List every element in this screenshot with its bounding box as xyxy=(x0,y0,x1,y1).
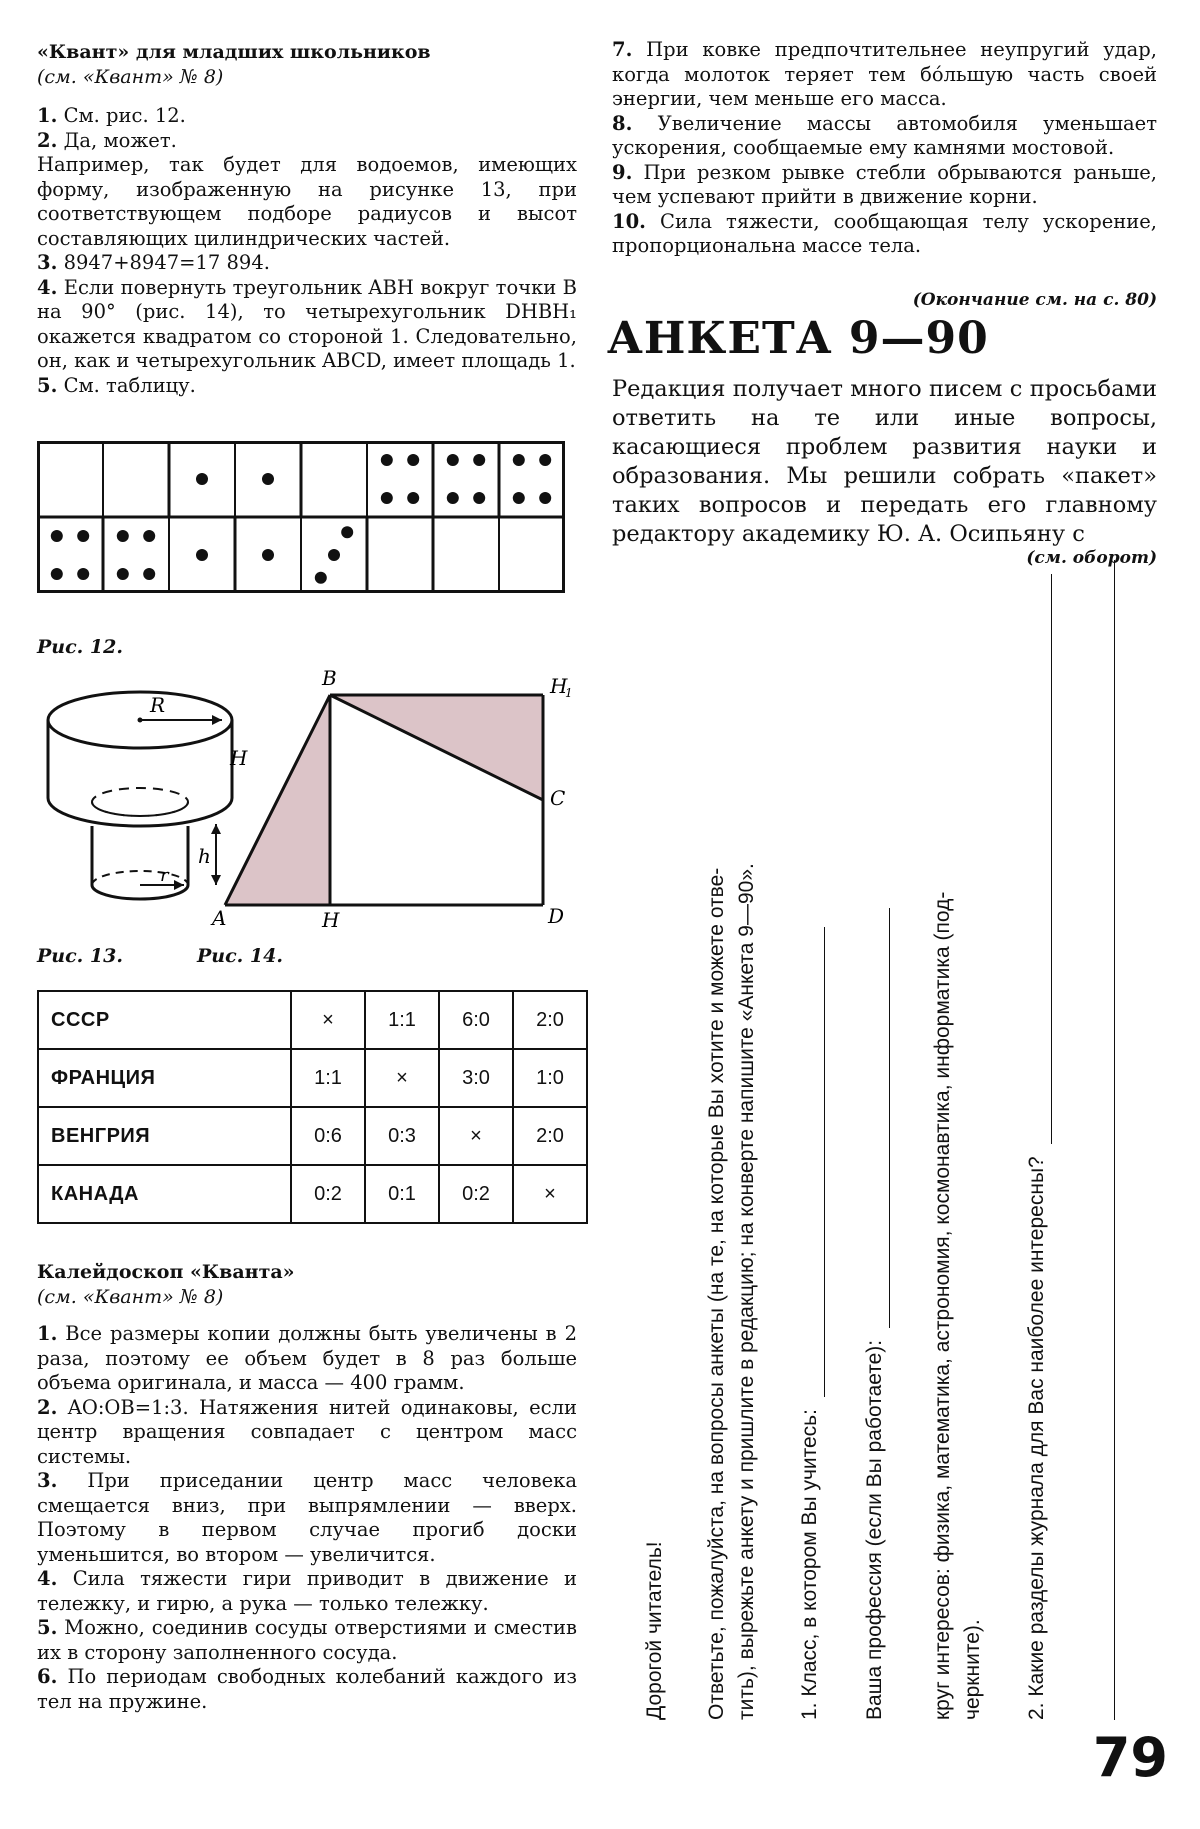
kaleido-section xyxy=(37,1260,577,1714)
score-cell: 0:6 xyxy=(291,1107,365,1165)
form-q2-answer-line-2[interactable] xyxy=(1085,560,1115,1720)
kvant_section-item xyxy=(37,104,577,129)
domino-pip xyxy=(143,568,155,580)
table-row xyxy=(38,1049,587,1107)
form-q1-answer-line[interactable] xyxy=(824,927,825,1397)
see-reverse-note: (см. оборот) xyxy=(1026,548,1157,568)
score-cell: 6:0 xyxy=(439,991,513,1049)
fig13-label-H: H xyxy=(230,746,248,770)
right-item-number: 10. xyxy=(612,209,646,233)
score-cell: 0:1 xyxy=(365,1165,439,1223)
kvant_section-item xyxy=(37,374,577,399)
anketa-title: АНКЕТА 9—90 xyxy=(607,313,989,364)
kaleido_section-item-text: AO:OB=1:3. Натяжения нитей одинаковы, если центр вращения совпадает с центром масс системы. xyxy=(37,1395,577,1468)
kaleido_section-item xyxy=(37,1567,577,1616)
kaleido_section-item-text: При приседании центр масс человека смещается вниз, при выпрямлении — вверх. Поэтому в первом случае прогиб доски уменьшится, во втором — увеличится. xyxy=(37,1469,578,1566)
kvant_section-item xyxy=(37,276,577,374)
kaleido_section-item xyxy=(37,1322,577,1396)
fig13-label-h: h xyxy=(198,844,211,868)
fig13-label-r: r xyxy=(160,865,169,886)
kaleido-ref: (см. «Квант» № 8) xyxy=(37,1286,224,1308)
score-cell: 1:1 xyxy=(365,991,439,1049)
domino-pip xyxy=(447,492,459,504)
kaleido_section-item-text: Все размеры копии должны быть увеличены в 2 раза, поэтому ее объем будет в 8 раз больше объема оригинала, и масса — 400 грамм. xyxy=(37,1322,577,1394)
domino-pip xyxy=(262,549,274,561)
domino-pip xyxy=(539,454,551,466)
score-cell: × xyxy=(513,1165,587,1223)
domino-pip xyxy=(447,454,459,466)
team-name: ФРАНЦИЯ xyxy=(38,1049,291,1107)
fig12-caption: Рис. 12. xyxy=(37,636,123,658)
form-q1-class xyxy=(795,927,825,1720)
anketa-intro: Редакция получает много писем с просьбами ответить на те или иные вопросы, касающиеся проблем развития науки и образования. Мы решили собрать «пакет» таких вопросов и передать его главному редактору академику Ю. А. Осипьяну с xyxy=(612,376,1157,547)
form-q1-label: 1. Класс, в котором Вы учитесь: xyxy=(798,1409,821,1720)
form-interests-line2: черкните). xyxy=(961,1619,984,1720)
domino-pip xyxy=(407,492,419,504)
right-item xyxy=(612,210,1157,259)
kaleido_section-item xyxy=(37,1665,577,1714)
fig14-label-C: C xyxy=(550,786,566,810)
domino-pip xyxy=(196,473,208,485)
kvant_section-item-number: 3. xyxy=(37,251,58,274)
domino-pip xyxy=(117,530,129,542)
domino-pip xyxy=(315,572,327,584)
kvant-ref: (см. «Квант» № 8) xyxy=(37,66,224,88)
kaleido_section-item-number: 4. xyxy=(37,1567,58,1590)
kvant_section-item-text: 8947+8947=17 894. xyxy=(63,251,270,274)
right-item-text: Сила тяжести, сообщающая телу ускорение, пропорциональна массе тела. xyxy=(612,209,1157,257)
kaleido_section-item xyxy=(37,1396,577,1470)
fig14-label-D: D xyxy=(548,904,565,928)
kvant-answers xyxy=(37,104,577,398)
form-profession-answer-line[interactable] xyxy=(889,908,890,1328)
kaleido_section-item xyxy=(37,1469,577,1567)
kaleido_section-item-text: По периодам свободных колебаний каждого из тел на пружине. xyxy=(37,1665,578,1713)
domino-pip xyxy=(77,568,89,580)
table-row xyxy=(38,991,587,1049)
fig14-label-H1-sub: 1 xyxy=(565,686,573,700)
kvant_section-item-text: См. таблицу. xyxy=(63,373,196,397)
kvant-title: «Квант» для младших школьников xyxy=(37,41,431,63)
right-item-number: 7. xyxy=(612,38,633,61)
kvant_section-item-text: Если повернуть треугольник ABH вокруг точки B на 90° (рис. 14), то четырехугольник DHBH₁ окажется квадратом со стороной 1. Следовательно, он, как и четырехугольник ABCD, имеет площадь 1. xyxy=(37,275,577,372)
domino-pip xyxy=(341,526,353,538)
kaleido-answers-continued xyxy=(612,38,1157,259)
fig14-label-A: A xyxy=(212,906,227,930)
domino-pip xyxy=(117,568,129,580)
score-cell: × xyxy=(439,1107,513,1165)
fig14-caption: Рис. 14. xyxy=(197,945,283,967)
kaleido_section-item-number: 3. xyxy=(37,1469,58,1492)
form-profession-label: Ваша профессия (если Вы работаете): xyxy=(863,1339,886,1720)
domino-pip xyxy=(77,530,89,542)
kvant-section xyxy=(37,40,577,398)
kaleido-answers xyxy=(37,1322,577,1714)
kaleido_section-item-number: 2. xyxy=(37,1395,58,1419)
domino-pip xyxy=(407,454,419,466)
kaleido_section-item-text: Можно, соединив сосуды отверстиями и сместив их в сторону заполненного сосуда. xyxy=(37,1616,578,1664)
kaleido_section-item-number: 6. xyxy=(37,1665,58,1688)
kvant_section-item xyxy=(37,129,577,154)
right-item-number: 8. xyxy=(612,111,633,135)
domino-pip xyxy=(143,530,155,542)
page-number: 79 xyxy=(1092,1726,1168,1789)
domino-pip xyxy=(328,549,340,561)
fig14-label-H: H xyxy=(322,908,340,930)
domino-pip xyxy=(473,492,485,504)
form-q-profession xyxy=(860,908,890,1720)
right-item xyxy=(612,38,1157,112)
kvant_section-item-number: 1. xyxy=(37,104,58,127)
fig14-label-H1: H xyxy=(550,674,568,698)
score-cell: × xyxy=(291,991,365,1049)
fig14-label-B: B xyxy=(322,666,337,690)
team-name: КАНАДА xyxy=(38,1165,291,1223)
domino-figure xyxy=(37,441,565,593)
kvant_section-item-number: 2. xyxy=(37,128,58,152)
form-q2-answer-line[interactable] xyxy=(1051,574,1052,1144)
results-table xyxy=(37,990,588,1224)
kaleido_section-item-text: Сила тяжести гири приводит в движение и тележку, и гирю, а рука — только тележку. xyxy=(37,1567,578,1615)
kvant_section-item-text: См. рис. 12. xyxy=(63,104,186,127)
domino-pip xyxy=(473,454,485,466)
table-row xyxy=(38,1107,587,1165)
square-figure xyxy=(200,665,575,930)
continued-note: (Окончание см. на с. 80) xyxy=(912,290,1157,310)
form-instructions-line1: Ответьте, пожалуйста, на вопросы анкеты (на те, на которые Вы хотите и можете отве- xyxy=(705,867,728,1720)
table-row xyxy=(38,1165,587,1223)
domino-pip xyxy=(262,473,274,485)
kvant_section-item-text: Да, может. xyxy=(63,128,177,152)
score-cell: × xyxy=(365,1049,439,1107)
score-cell: 0:3 xyxy=(365,1107,439,1165)
form-greeting: Дорогой читатель! xyxy=(643,1541,666,1720)
kaleido_section-item xyxy=(37,1616,577,1665)
domino-pip xyxy=(381,492,393,504)
domino-pip xyxy=(51,568,63,580)
team-name: СССР xyxy=(38,991,291,1049)
kvant_section-item-number: 5. xyxy=(37,373,58,397)
fig13-caption: Рис. 13. xyxy=(37,945,123,967)
form-instructions-line2: тить), вырежьте анкету и пришлите в редакцию; на конверте напишите «Анкета 9—90». xyxy=(735,863,758,1720)
score-cell: 1:0 xyxy=(513,1049,587,1107)
score-cell: 0:2 xyxy=(291,1165,365,1223)
kvant_section-item-number: 4. xyxy=(37,275,58,299)
score-cell: 0:2 xyxy=(439,1165,513,1223)
domino-pip xyxy=(539,492,551,504)
domino-pip xyxy=(51,530,63,542)
kvant_section-item xyxy=(37,251,577,276)
score-cell: 1:1 xyxy=(291,1049,365,1107)
right-item xyxy=(612,161,1157,210)
right-item-text: Увеличение массы автомобиля уменьшает ускорения, сообщаемые ему камнями мостовой. xyxy=(612,111,1157,159)
kaleido_section-item-number: 5. xyxy=(37,1616,58,1639)
kaleido_section-item-number: 1. xyxy=(37,1322,58,1345)
team-name: ВЕНГРИЯ xyxy=(38,1107,291,1165)
fig13-label-R: R xyxy=(150,693,166,717)
form-q2-sections xyxy=(1022,574,1052,1720)
form-q2-label: 2. Какие разделы журнала для Вас наиболее интересны? xyxy=(1025,1156,1048,1720)
score-cell: 2:0 xyxy=(513,1107,587,1165)
form-interests-line1[interactable]: круг интересов: физика, математика, астрономия, космонавтика, информатика (под- xyxy=(931,891,954,1720)
right-item-text: При ковке предпочтительнее неупругий удар, когда молоток теряет тем бо́льшую часть своей энергии, чем меньше его масса. xyxy=(612,38,1157,110)
domino-pip xyxy=(381,454,393,466)
right-item xyxy=(612,112,1157,161)
domino-pip xyxy=(513,454,525,466)
kvant_section-item xyxy=(37,153,577,251)
score-cell: 3:0 xyxy=(439,1049,513,1107)
kaleido-title: Калейдоскоп «Кванта» xyxy=(37,1261,295,1283)
domino-pip xyxy=(196,549,208,561)
kvant_section-item-text: Например, так будет для водоемов, имеющих форму, изображенную на рисунке 13, при соответствующем подборе радиусов и высот составляющих цилиндрических частей. xyxy=(37,153,577,250)
right-item-number: 9. xyxy=(612,160,633,184)
domino-pip xyxy=(513,492,525,504)
score-cell: 2:0 xyxy=(513,991,587,1049)
right-item-text: При резком рывке стебли обрываются раньше, чем успевают прийти в движение корни. xyxy=(612,160,1157,208)
